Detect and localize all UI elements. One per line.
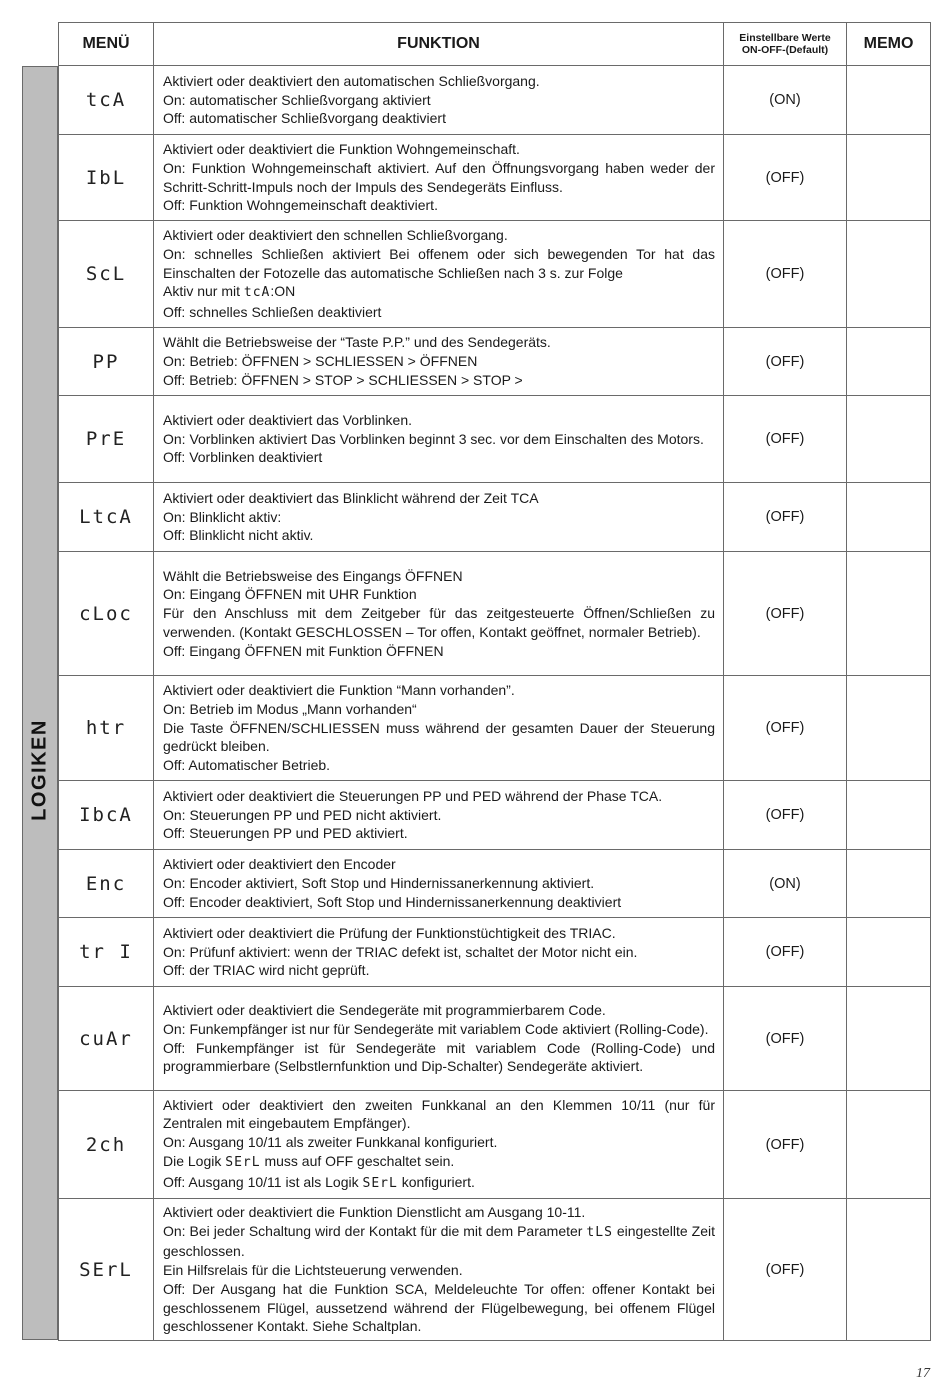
default-value: (ON) [724, 850, 847, 918]
function-cell: Aktiviert oder deaktiviert das Vorblinken. On: Vorblinken aktiviert Das Vorblinken beginnt 3 sec. vor dem Einschalten des Motors. Off: Vorblinken deaktiviert [154, 396, 724, 483]
table-row [59, 1091, 931, 1199]
function-cell: Aktiviert oder deaktiviert den schnellen Schließvorgang. On: schnelles Schließen aktiviert Bei offenem oder sich bewegenden Tor hat das Einschalten der Fotozelle das automatische Schließen nach 3 s. zur Folge Aktiv nur mit tcA:ON Off: schnelles Schließen deaktiviert [154, 221, 724, 328]
default-value: (OFF) [724, 396, 847, 483]
table-row [59, 552, 931, 676]
menu-code: Enc [59, 850, 154, 918]
menu-code: ScL [59, 221, 154, 328]
menu-code: PP [59, 328, 154, 396]
menu-header: MENÜ [59, 23, 154, 66]
memo-cell [847, 1199, 931, 1341]
inline-code: SErL [362, 1175, 398, 1191]
inline-code: tLS [586, 1224, 613, 1240]
menu-code: IbL [59, 135, 154, 221]
table-row [59, 987, 931, 1091]
default-value: (OFF) [724, 1199, 847, 1341]
default-value: (OFF) [724, 1091, 847, 1199]
default-value: (OFF) [724, 483, 847, 552]
table-row [59, 221, 931, 328]
default-value: (OFF) [724, 676, 847, 781]
table-row [59, 396, 931, 483]
memo-cell [847, 918, 931, 987]
table-row [59, 676, 931, 781]
default-value: (OFF) [724, 552, 847, 676]
function-header: FUNKTION [154, 23, 724, 66]
menu-code: tcA [59, 66, 154, 135]
menu-code: cuAr [59, 987, 154, 1091]
memo-header: MEMO [847, 23, 931, 66]
memo-cell [847, 328, 931, 396]
function-cell: Aktiviert oder deaktiviert den zweiten Funkkanal an den Klemmen 10/11 (nur für Zentralen mit eingebautem Empfänger). On: Ausgang 10/11 als zweiter Funkkanal konfiguriert. Die Logik SErL muss auf OFF geschaltet sein. Off: Ausgang 10/11 ist als Logik SErL konfiguriert. [154, 1091, 724, 1199]
menu-code: LtcA [59, 483, 154, 552]
menu-code: IbcA [59, 781, 154, 850]
memo-cell [847, 850, 931, 918]
menu-code: tr I [59, 918, 154, 987]
page-number: 17 [916, 1366, 930, 1381]
function-cell: Aktiviert oder deaktiviert die Steuerungen PP und PED während der Phase TCA. On: Steuerungen PP und PED nicht aktiviert. Off: Steuerungen PP und PED aktiviert. [154, 781, 724, 850]
default-value: (OFF) [724, 328, 847, 396]
menu-code: PrE [59, 396, 154, 483]
default-value: (OFF) [724, 135, 847, 221]
memo-cell [847, 781, 931, 850]
menu-code: htr [59, 676, 154, 781]
memo-cell [847, 396, 931, 483]
table-row [59, 483, 931, 552]
table-row [59, 781, 931, 850]
function-cell: Aktiviert oder deaktiviert den automatischen Schließvorgang. On: automatischer Schließvorgang aktiviert Off: automatischer Schließvorgang deaktiviert [154, 66, 724, 135]
table-row [59, 328, 931, 396]
section-sidebar [22, 66, 58, 1340]
table-row [59, 66, 931, 135]
values-header: Einstellbare Werte ON-OFF-(Default) [724, 23, 847, 66]
table-row [59, 850, 931, 918]
memo-cell [847, 135, 931, 221]
table-row [59, 135, 931, 221]
function-cell: Aktiviert oder deaktiviert die Funktion “Mann vorhanden”. On: Betrieb im Modus „Mann vorhanden“ Die Taste ÖFFNEN/SCHLIESSEN muss während der gesamten Dauer der Steuerung gedrückt bleiben. Off: Automatischer Betrieb. [154, 676, 724, 781]
table-row [59, 918, 931, 987]
inline-code: SErL [225, 1154, 261, 1170]
menu-code: cLoc [59, 552, 154, 676]
header-row [59, 23, 931, 66]
memo-cell [847, 987, 931, 1091]
function-cell: Aktiviert oder deaktiviert das Blinklicht während der Zeit TCA On: Blinklicht aktiv: Off: Blinklicht nicht aktiv. [154, 483, 724, 552]
memo-cell [847, 483, 931, 552]
function-cell: Aktiviert oder deaktiviert den Encoder On: Encoder aktiviert, Soft Stop und Hindernissanerkennung aktiviert. Off: Encoder deaktiviert, Soft Stop und Hindernissanerkennung deaktiviert [154, 850, 724, 918]
memo-cell [847, 221, 931, 328]
function-cell: Aktiviert oder deaktiviert die Sendegeräte mit programmierbarem Code. On: Funkempfänger ist nur für Sendegeräte mit variablem Code aktiviert (Rolling-Code). Off: Funkempfänger ist für Sendegeräte mit variablem Code (Rolling-Code) und programmierbare (Selbstlernfunktion und Dip-Schalter) Sendegeräte aktiviert. [154, 987, 724, 1091]
function-cell: Aktiviert oder deaktiviert die Funktion Wohngemeinschaft. On: Funktion Wohngemeinschaft aktiviert. Auf den Öffnungsvorgang haben weder der Schritt-Schritt-Impuls noch der Impuls des Sendegeräts Einfluss. Off: Funktion Wohngemeinschaft deaktiviert. [154, 135, 724, 221]
logic-table [58, 22, 931, 1341]
function-cell: Wählt die Betriebsweise der “Taste P.P.” und des Sendegeräts. On: Betrieb: ÖFFNEN > SCHLIESSEN > ÖFFNEN Off: Betrieb: ÖFFNEN > STOP > SCHLIESSEN > STOP > [154, 328, 724, 396]
default-value: (OFF) [724, 918, 847, 987]
memo-cell [847, 66, 931, 135]
memo-cell [847, 676, 931, 781]
table-row [59, 1199, 931, 1341]
section-label: LOGIKEN [28, 719, 51, 821]
default-value: (OFF) [724, 781, 847, 850]
memo-cell [847, 552, 931, 676]
memo-cell [847, 1091, 931, 1199]
menu-code: SErL [59, 1199, 154, 1341]
menu-code: 2ch [59, 1091, 154, 1199]
default-value: (OFF) [724, 987, 847, 1091]
default-value: (ON) [724, 66, 847, 135]
function-cell: Aktiviert oder deaktiviert die Prüfung der Funktionstüchtigkeit des TRIAC. On: Prüfunf aktiviert: wenn der TRIAC defekt ist, schaltet der Motor nicht ein. Off: der TRIAC wird nicht geprüft. [154, 918, 724, 987]
default-value: (OFF) [724, 221, 847, 328]
function-cell: Wählt die Betriebsweise des Eingangs ÖFFNEN On: Eingang ÖFFNEN mit UHR Funktion Für den Anschluss mit dem Zeitgeber für das zeitgesteuerte Öffnen/Schließen zu verwenden. (Kontakt GESCHLOSSEN – Tor offen, Kontakt geöffnet, normaler Betrieb). Off: Eingang ÖFFNEN mit Funktion ÖFFNEN [154, 552, 724, 676]
function-cell: Aktiviert oder deaktiviert die Funktion Dienstlicht am Ausgang 10-11. On: Bei jeder Schaltung wird der Kontakt für die mit dem Parameter tLS eingestellte Zeit geschlossen. Ein Hilfsrelais für die Lichtsteuerung verwenden. Off: Der Ausgang hat die Funktion SCA, Meldeleuchte Tor offen: offener Kontakt bei geschlossenem Flügel, aussetzend während der Flügelbewegung, bei offenem Flügel geschlossener Kontakt. Siehe Schaltplan. [154, 1199, 724, 1341]
inline-code: tcA [243, 285, 271, 301]
